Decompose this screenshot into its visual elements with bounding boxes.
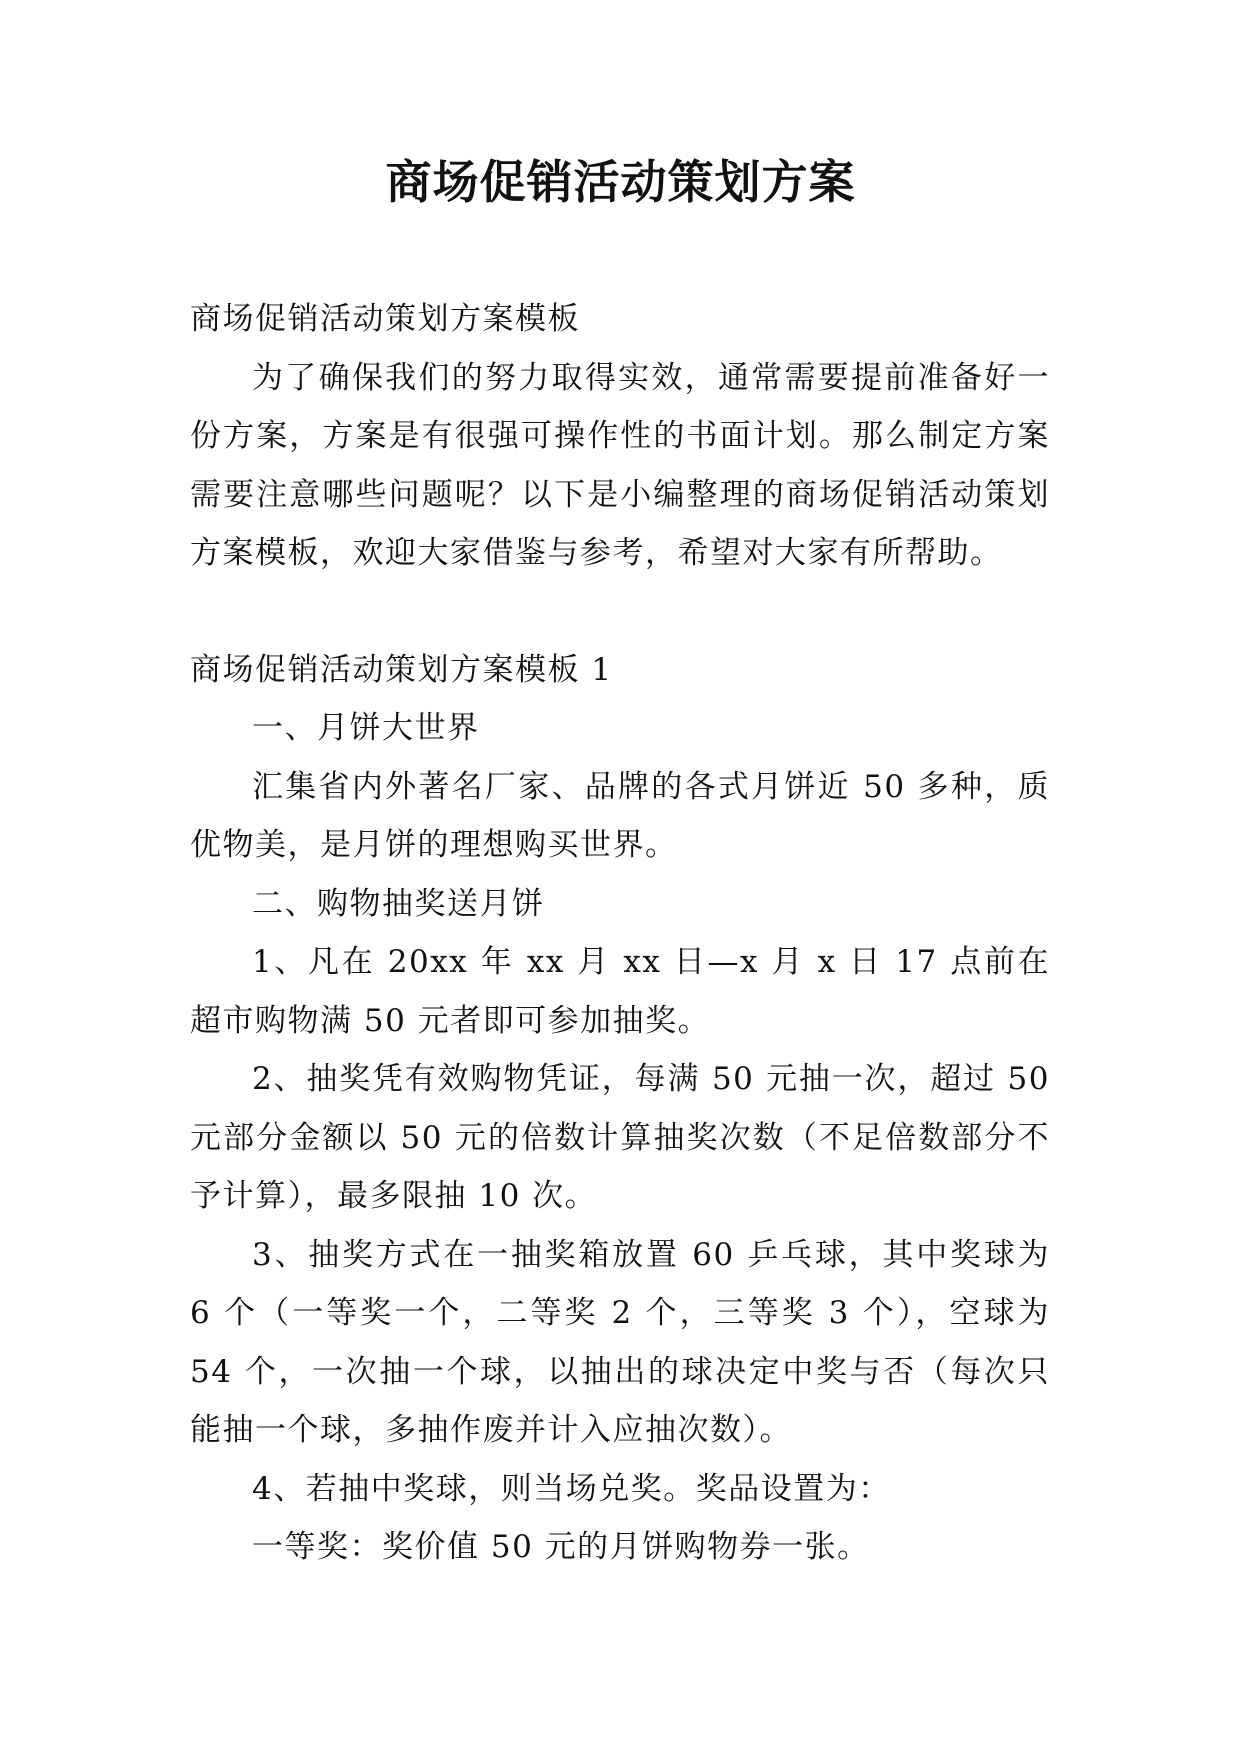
lottery-rule-2: 2、抽奖凭有效购物凭证，每满 50 元抽一次，超过 50 元部分金额以 50 元的倍数计算抽奖次数（不足倍数部分不予计算），最多限抽 10 次。 xyxy=(190,1061,1050,1214)
item-heading-mooncake-world: 一、月饼大世界 xyxy=(252,710,480,746)
item-text-mooncake-world: 汇集省内外著名厂家、品牌的各式月饼近 50 多种，质优物美，是月饼的理想购买世界。 xyxy=(190,768,1050,863)
section-heading: 商场促销活动策划方案模板 1 xyxy=(190,651,613,688)
intro-paragraph: 为了确保我们的努力取得实效，通常需要提前准备好一份方案，方案是有很强可操作性的书面计划。那么制定方案需要注意哪些问题呢？以下是小编整理的商场促销活动策划方案模板，欢迎大家借鉴与参考，希望对大家有所帮助。 xyxy=(190,359,1050,571)
lottery-rule-4: 4、若抽中奖球，则当场兑奖。奖品设置为： xyxy=(252,1470,891,1507)
document-body xyxy=(190,290,1050,1577)
section-spacer xyxy=(190,583,1050,641)
lottery-rule-1: 1、凡在 20xx 年 xx 月 xx 日—x 月 x 日 17 点前在超市购物满 50 元者即可参加抽奖。 xyxy=(190,944,1050,1039)
lottery-rule-3: 3、抽奖方式在一抽奖箱放置 60 乒乓球，其中奖球为 6 个（一等奖一个，二等奖 2 个，三等奖 3 个），空球为 54 个，一次抽一个球，以抽出的球决定中奖与否（每次只能抽一个球，多抽作废并计入应抽次数）。 xyxy=(190,1236,1050,1448)
item-heading-shopping-lottery: 二、购物抽奖送月饼 xyxy=(252,885,545,922)
page-title: 商场促销活动策划方案 xyxy=(385,155,856,209)
prize-first: 一等奖：奖价值 50 元的月饼购物券一张。 xyxy=(252,1529,870,1565)
intro-heading: 商场促销活动策划方案模板 xyxy=(190,301,580,337)
